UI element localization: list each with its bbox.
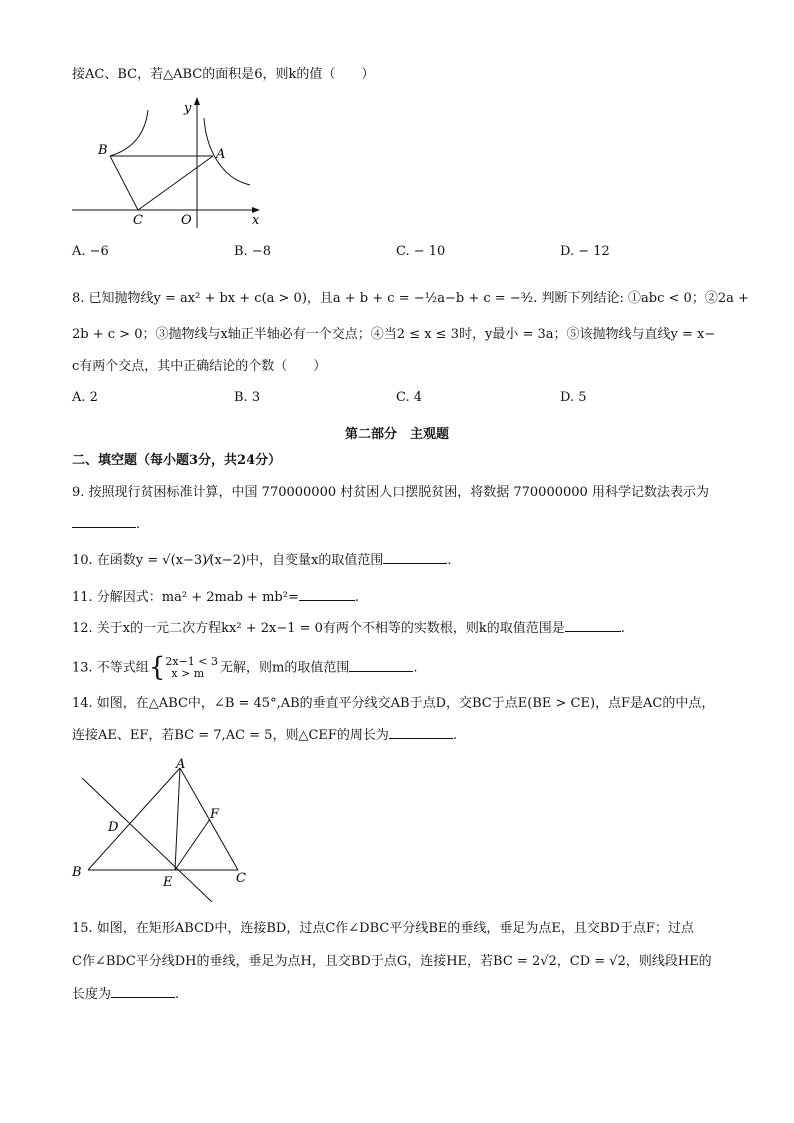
label-a: A (216, 147, 226, 162)
segment-ba (88, 768, 180, 870)
q8-option-d: D. 5 (560, 390, 587, 405)
q12-answer-blank[interactable] (565, 619, 621, 632)
section2-title: 二、填空题（每小题3分，共24分） (72, 453, 282, 468)
q15-answer-blank[interactable] (111, 985, 175, 998)
q12-text: 12. 关于x的一元二次方程kx² + 2x−1 = 0有两个不相等的实数根，则k的取值范围是 (72, 621, 565, 636)
q7-option-b: B. −8 (234, 244, 271, 259)
q7-option-c: C. − 10 (396, 244, 446, 259)
q13-line: 13. 不等式组{ 2x−1 < 3 x > m 无解，则m的取值范围 . (72, 652, 418, 683)
left-hyperbola-branch (110, 110, 148, 156)
q14-figure (62, 752, 262, 902)
label-b: B (98, 143, 108, 158)
y-axis-arrow (194, 97, 200, 105)
segment-bc (110, 156, 138, 210)
q7-figure (70, 92, 270, 234)
q9-answer-blank[interactable] (72, 515, 136, 528)
q10-line: 10. 在函数y = √(x−3)⁄(x−2)中，自变量x的取值范围 . (72, 553, 452, 568)
q15-line-3: 长度为 . (72, 987, 180, 1002)
label-a: A (176, 757, 186, 772)
q8-option-b: B. 3 (234, 390, 261, 405)
q11-line: 11. 分解因式：ma² + 2mab + mb²= . (72, 590, 359, 605)
q8-line-2: 2b + c > 0；③抛物线与x轴正半轴必有一个交点；④当2 ≤ x ≤ 3时，y最小 = 3a；⑤该抛物线与直线y = x− (72, 327, 716, 342)
label-x: x (252, 213, 260, 228)
q13-system: 2x−1 < 3 x > m (165, 655, 218, 680)
q8-line-1: 8. 已知抛物线y = ax² + bx + c(a > 0)，且a + b + c = −½a−b + c = −³⁄₂. 判断下列结论: ①abc < 0；②2a + (72, 291, 749, 306)
q9-line-2: . (72, 515, 140, 534)
label-e: E (163, 875, 173, 890)
label-o: O (181, 213, 192, 228)
q11-text: 11. 分解因式：ma² + 2mab + mb²= (72, 590, 299, 605)
label-y: y (184, 101, 192, 116)
q9-line-1: 9. 按照现行贫困标准计算，中国 770000000 村贫困人口摆脱贫困，将数据 770000000 用科学记数法表示为 (72, 485, 709, 500)
q14-line-1: 14. 如图，在△ABC中，∠B = 45°,AB的垂直平分线交AB于点D，交BC于点E(BE > CE)，点F是AC的中点， (72, 696, 715, 711)
q10-answer-blank[interactable] (383, 551, 447, 564)
label-f: F (210, 807, 220, 822)
segment-ca (138, 156, 213, 210)
q14-answer-blank[interactable] (389, 726, 453, 739)
q13-mid: 无解，则m的取值范围 (220, 660, 350, 676)
q8-line-3: c有两个交点，其中正确结论的个数（ ） (72, 359, 327, 374)
q11-answer-blank[interactable] (299, 588, 355, 601)
q12-line: 12. 关于x的一元二次方程kx² + 2x−1 = 0有两个不相等的实数根，则k的取值范围是 . (72, 621, 625, 636)
q14-line-2: 连接AE、EF，若BC = 7,AC = 5，则△CEF的周长为 . (72, 728, 458, 743)
segment-ef (175, 819, 210, 870)
q7-text: 接AC、BC，若△ABC的面积是6，则k的值（ ） (72, 67, 375, 82)
q7-option-d: D. − 12 (560, 244, 610, 259)
right-hyperbola-branch (204, 118, 250, 185)
label-c: C (236, 871, 246, 886)
perpendicular-bisector (82, 778, 212, 902)
q15-line-2: C作∠BDC平分线DH的垂线，垂足为点H，且交BD于点G，连接HE，若BC = 2√2，CD = √2，则线段HE的 (72, 954, 712, 969)
label-d: D (108, 820, 119, 835)
q10-text: 10. 在函数y = √(x−3)⁄(x−2)中，自变量x的取值范围 (72, 553, 384, 568)
q13-brace: { (148, 652, 166, 683)
q8-option-c: C. 4 (396, 390, 423, 405)
label-c: C (133, 213, 143, 228)
q7-option-a: A. −6 (72, 244, 109, 259)
segment-ac (180, 768, 238, 870)
segment-ae (175, 768, 180, 870)
q15-line-1: 15. 如图，在矩形ABCD中，连接BD，过点C作∠DBC平分线BE的垂线，垂足为点E，且交BD于点F；过点 (72, 921, 694, 936)
q13-answer-blank[interactable] (349, 659, 413, 672)
part2-title: 第二部分 主观题 (344, 427, 449, 442)
q8-option-a: A. 2 (72, 390, 98, 405)
q13-pre: 13. 不等式组 (72, 660, 149, 676)
label-b: B (72, 865, 82, 880)
